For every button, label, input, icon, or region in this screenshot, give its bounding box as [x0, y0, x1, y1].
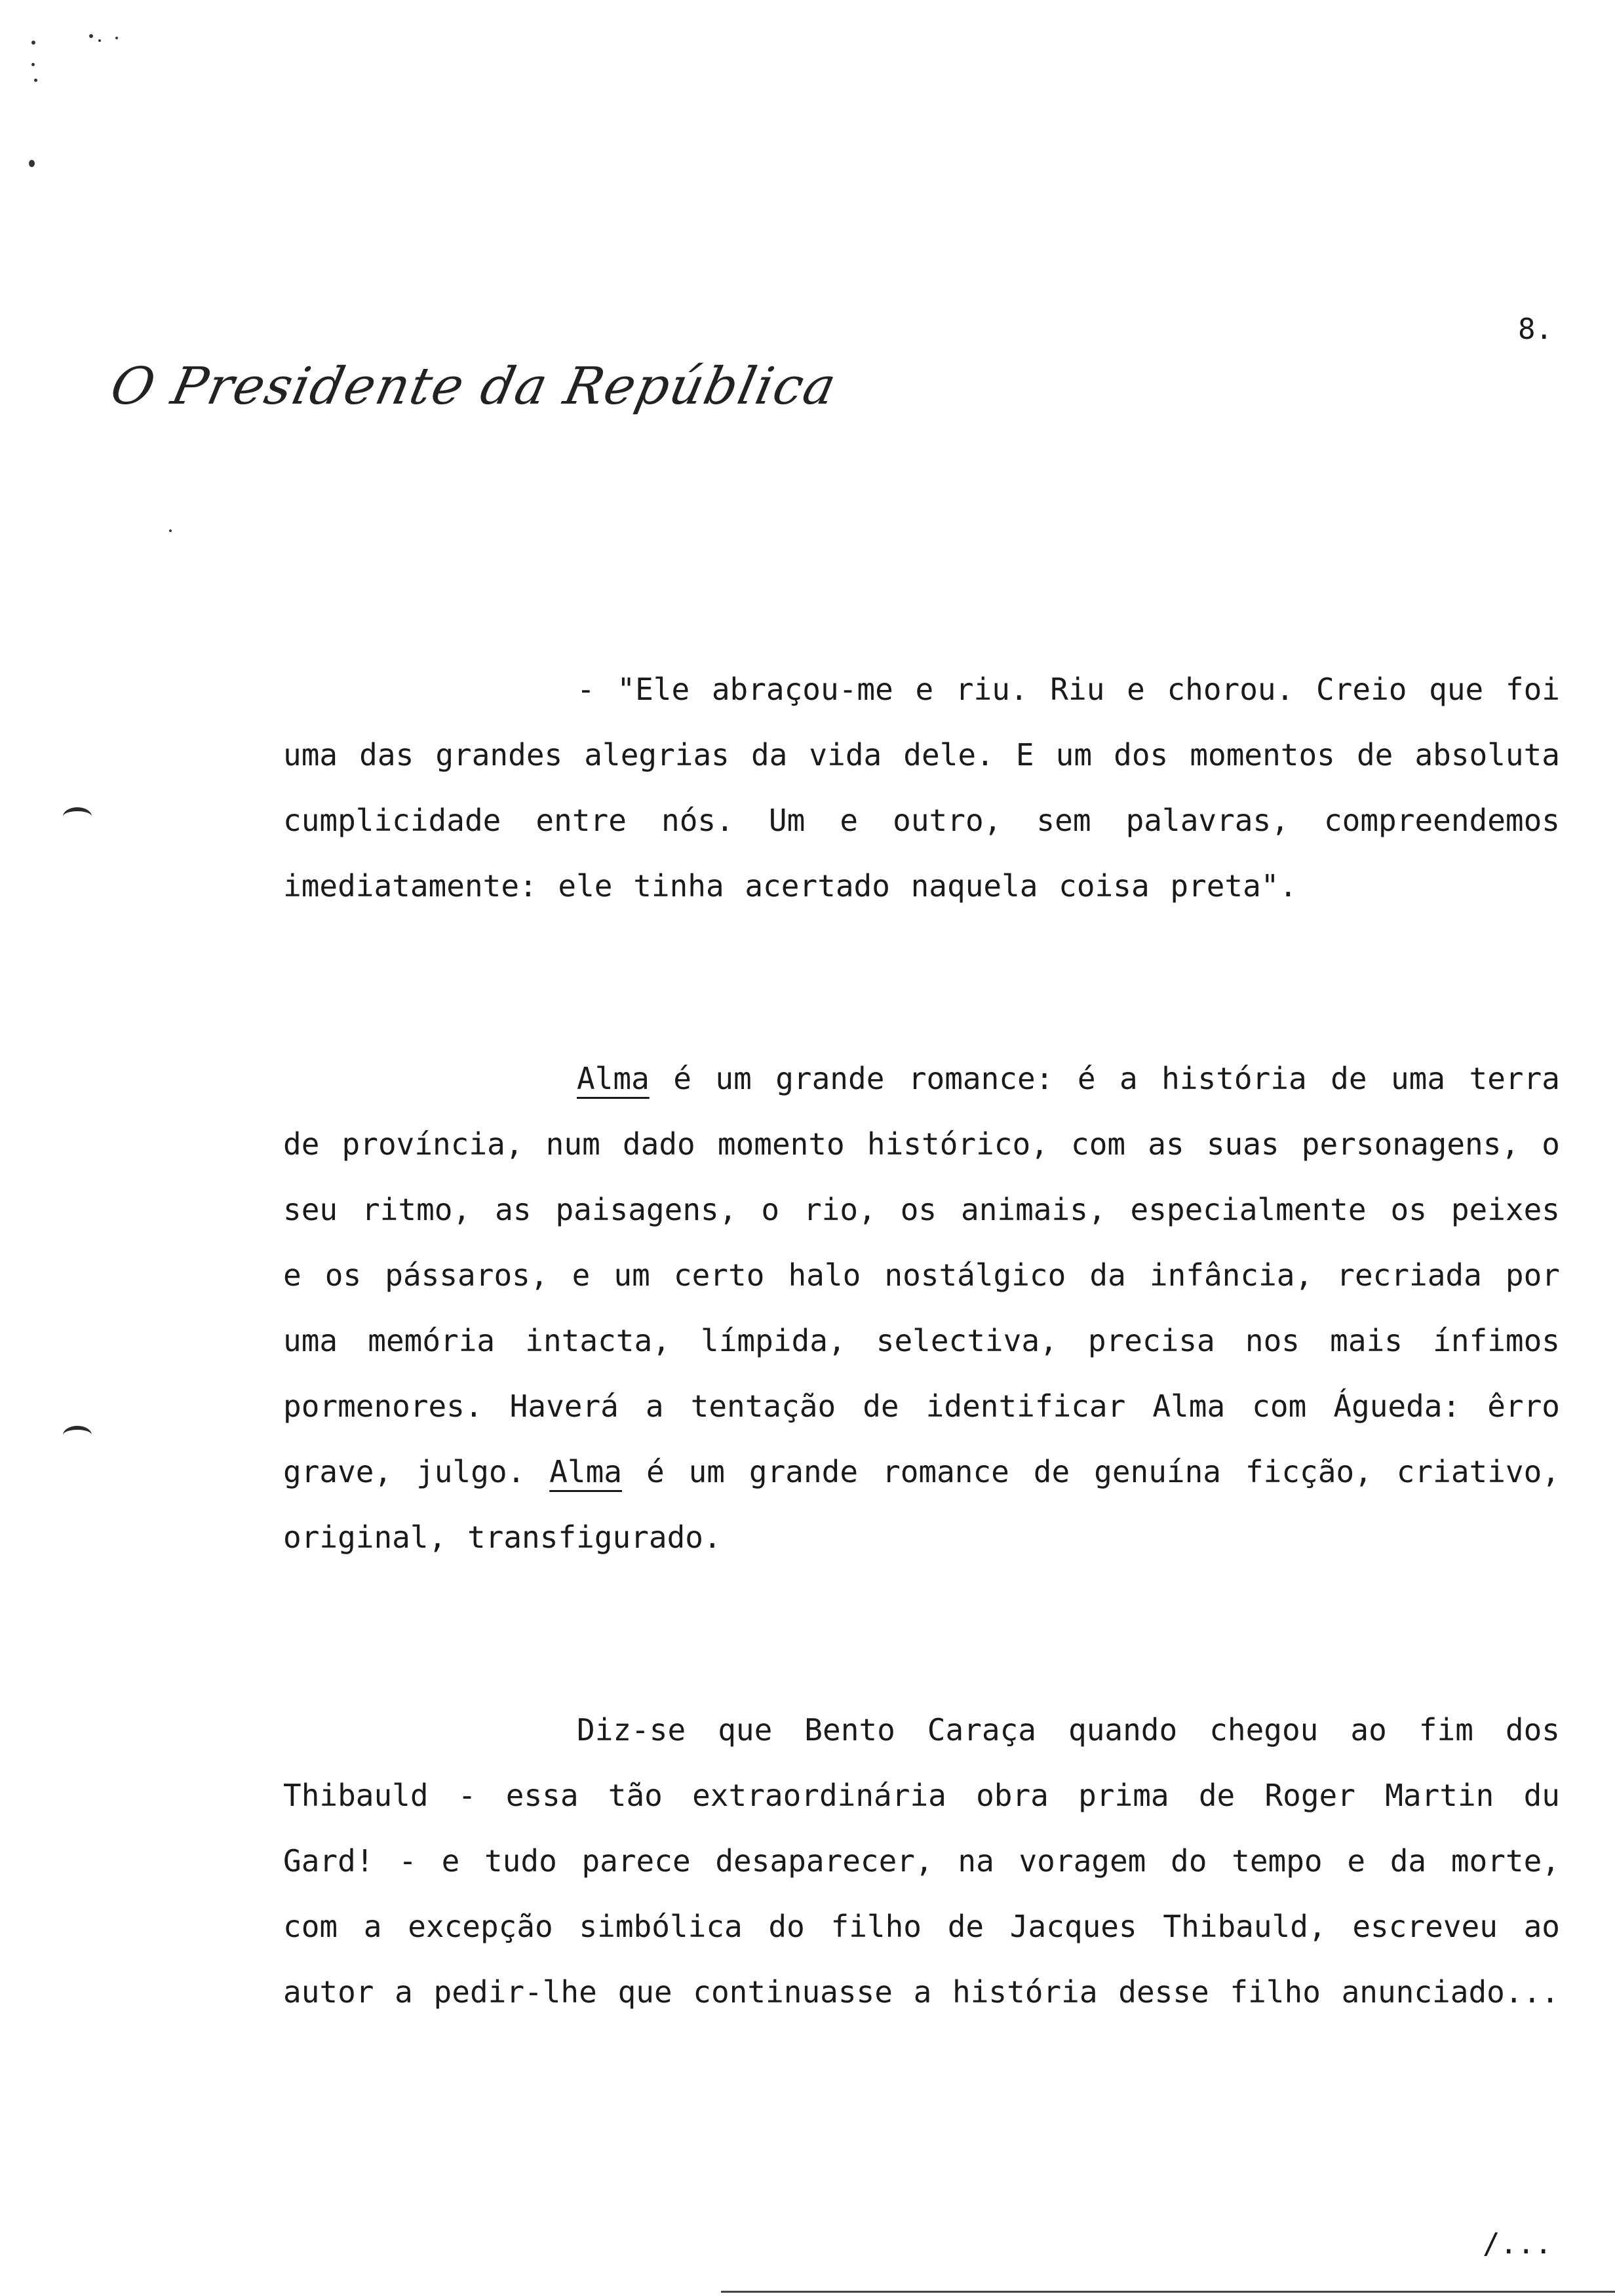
book-title: Alma — [549, 1454, 622, 1489]
continuation-mark: /... — [1483, 2227, 1552, 2261]
paragraph-text: - "Ele abraçou-me e riu. Riu e chorou. Creio que foi uma das grandes alegrias da vida dele. E um dos momentos de absoluta cumplicidade entre nós. Um e outro, sem palavras, compreendemos imediatamente: ele tinha acertado naquela coisa preta". — [283, 672, 1560, 904]
scan-speck — [29, 160, 35, 167]
scan-speck — [31, 41, 35, 45]
scan-speck — [89, 34, 93, 38]
scan-speck — [31, 63, 35, 66]
paragraph-thibauld — [283, 1697, 1560, 2025]
punch-hole-mark — [63, 1426, 92, 1444]
book-title: Alma — [577, 1061, 650, 1096]
letterhead: O Presidente da República — [106, 357, 842, 416]
scan-speck — [169, 529, 172, 532]
paragraph-text: é um grande romance: é a história de uma terra de província, num dado momento histórico, com as suas personagens, o seu ritmo, as paisagens, o rio, os animais, especialmente os peixes e os pássaros, e um certo halo nostálgico da infância, recriada por uma memória intacta, límpida, selectiva, precisa nos mais ínfimos pormenores. Haverá a tentação de identificar Alma com Águeda: êrro grave, julgo. — [283, 1061, 1560, 1489]
scan-speck — [98, 39, 101, 42]
paragraph-quote — [283, 657, 1560, 919]
scan-speck — [34, 79, 37, 82]
scan-speck — [115, 37, 118, 39]
paragraph-text: Diz-se que Bento Caraça quando chegou ao fim dos Thibauld - essa tão extraordinária obra prima de Roger Martin du Gard! - e tudo parece desaparecer, na voragem do tempo e da morte, com a excepção simbólica do filho de Jacques Thibauld, escreveu ao autor a pedir-lhe que continuasse a história desse filho anunciado... — [283, 1712, 1560, 2010]
page-number: 8. — [1518, 313, 1553, 346]
scan-edge-line — [721, 2291, 1615, 2293]
paragraph-alma — [283, 1046, 1560, 1570]
paragraph-text: é um grande romance de genuína ficção, criativo, original, transfigurado. — [283, 1454, 1560, 1555]
punch-hole-mark — [63, 807, 92, 826]
